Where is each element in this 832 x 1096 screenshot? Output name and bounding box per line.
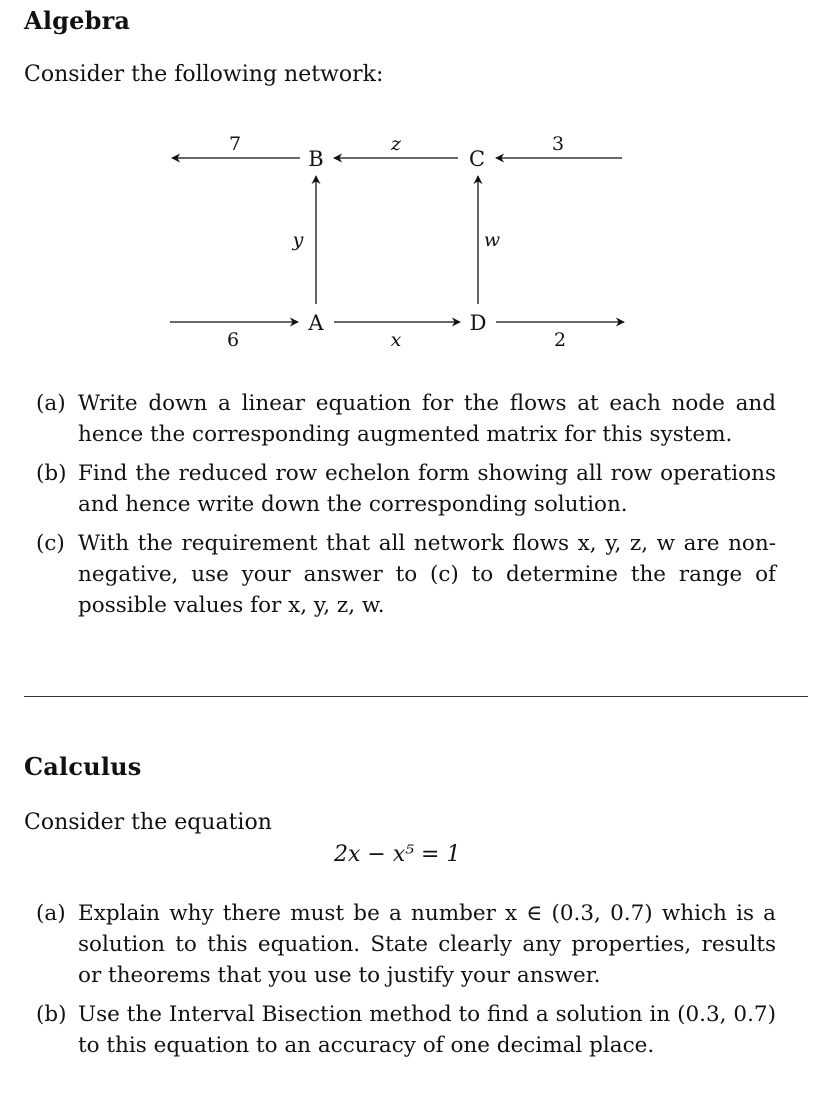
question-label: (a) — [36, 901, 66, 926]
question-label: (a) — [36, 391, 66, 416]
algebra-intro: Consider the following network: — [24, 62, 384, 87]
question-text: Write down a linear equation for the flows at each node and hence the corresponding augmented matrix for this system. — [78, 391, 776, 447]
label-w: w — [483, 229, 501, 251]
label-7: 7 — [228, 133, 242, 155]
question-label: (b) — [36, 1002, 67, 1027]
network-diagram — [0, 0, 832, 380]
node-b: B — [308, 147, 324, 171]
algebra-question-c — [36, 528, 776, 621]
question-text: Explain why there must be a number x ∈ (0.3, 0.7) which is a solution to this equation. State clearly any properties, results or theorems that you use to justify your answer. — [78, 901, 776, 988]
calculus-question-b — [36, 999, 776, 1061]
label-2: 2 — [553, 329, 567, 351]
algebra-questions — [36, 388, 776, 629]
algebra-question-b — [36, 458, 776, 520]
node-a: A — [308, 311, 324, 335]
calculus-title: Calculus — [24, 752, 142, 781]
label-y: y — [292, 229, 304, 251]
question-text: Use the Interval Bisection method to find a solution in (0.3, 0.7) to this equation to an accuracy of one decimal place. — [78, 1002, 776, 1058]
calculus-intro: Consider the equation — [24, 810, 272, 835]
question-text: With the requirement that all network flows x, y, z, w are non-negative, use your answer to (c) to determine the range of possible values for x, y, z, w. — [78, 531, 776, 618]
question-label: (b) — [36, 461, 67, 486]
label-3: 3 — [551, 133, 565, 155]
calculus-question-a — [36, 898, 776, 991]
label-z: z — [390, 133, 402, 155]
label-6: 6 — [226, 329, 240, 351]
calculus-equation: 2x − x⁵ = 1 — [334, 842, 461, 867]
algebra-question-a — [36, 388, 776, 450]
question-label: (c) — [36, 531, 65, 556]
label-x: x — [390, 329, 402, 351]
question-text: Find the reduced row echelon form showing all row operations and hence write down the corresponding solution. — [78, 461, 776, 517]
node-d: D — [469, 311, 487, 335]
node-c: C — [468, 147, 486, 171]
calculus-questions — [36, 898, 776, 1069]
algebra-title: Algebra — [24, 6, 131, 35]
section-divider — [24, 696, 808, 697]
